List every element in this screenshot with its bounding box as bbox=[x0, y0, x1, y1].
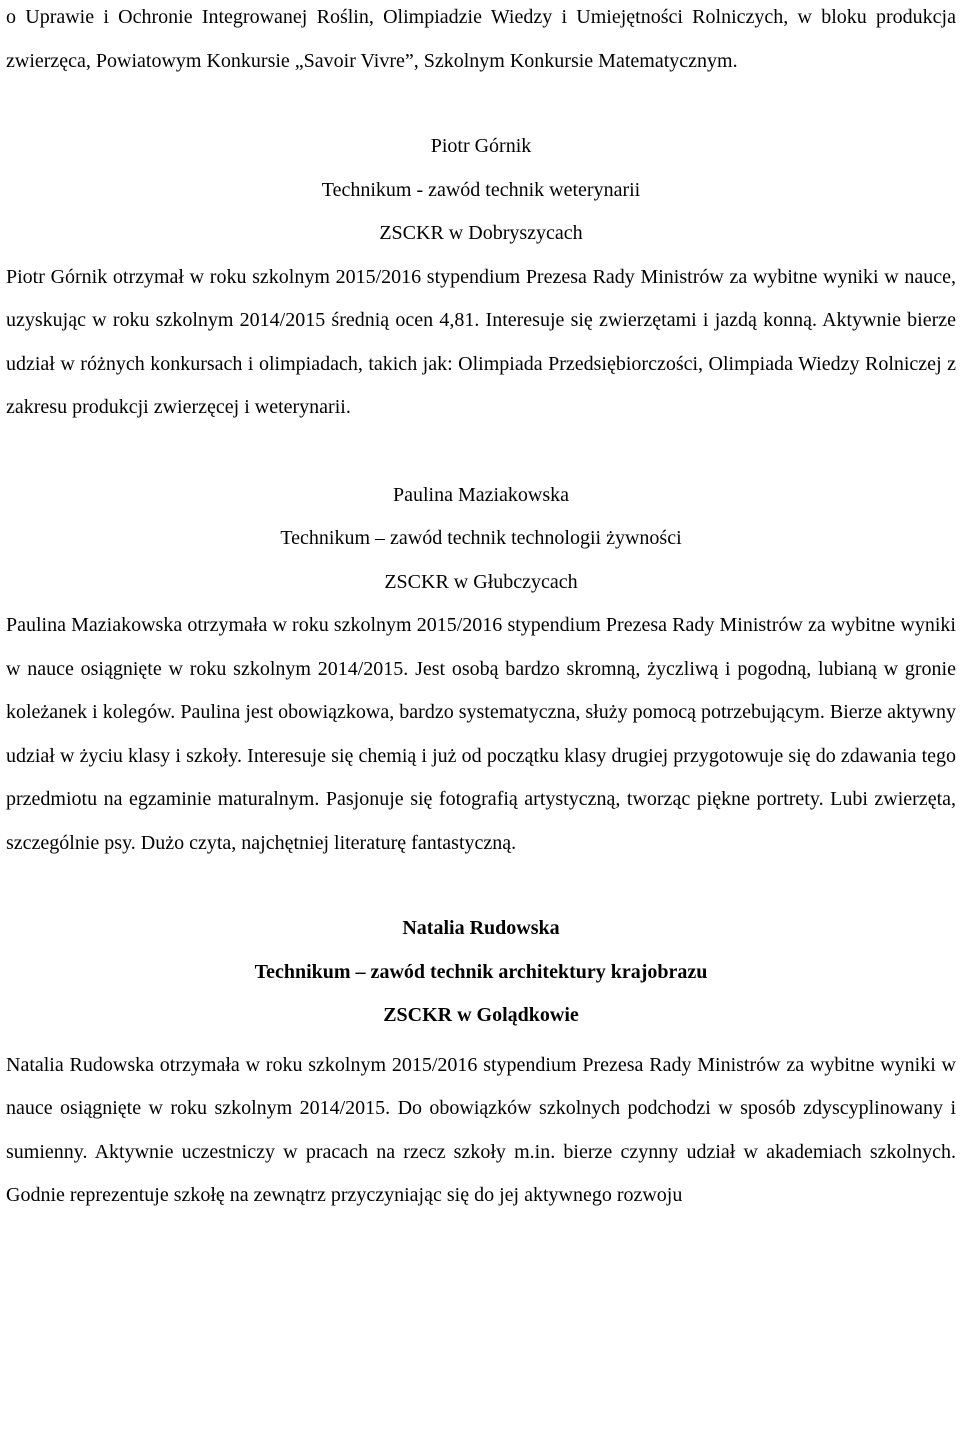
profile-body: Natalia Rudowska otrzymała w roku szkolnym 2015/2016 stypendium Prezesa Rady Ministrów za wybitne wyniki w nauce osiągnięte w roku szkolnym 2014/2015. Do obowiązków szkolnych podchodzi w sposób zdyscyplinowany i sumienny. Aktywnie uczestniczy w pracach na rzecz szkoły m.in. bierze czynny udział w akademiach szkolnych. Godnie reprezentuje szkołę na zewnątrz przyczyniając się do jej aktywnego rozwoju bbox=[6, 1053, 956, 1206]
profile-program: Technikum – zawód technik architektury krajobrazu bbox=[254, 960, 708, 983]
profile-school: ZSCKR w Golądkowie bbox=[383, 1004, 579, 1026]
document-page bbox=[6, 0, 956, 1218]
profile-school: ZSCKR w Głubczycach bbox=[384, 570, 578, 593]
profile-name: Natalia Rudowska bbox=[402, 917, 560, 939]
profile-name: Piotr Górnik bbox=[430, 135, 532, 157]
profile-piotr-gornik bbox=[6, 125, 956, 430]
profile-body: Paulina Maziakowska otrzymała w roku szkolnym 2015/2016 stypendium Prezesa Rady Ministrów za wybitne wyniki w nauce osiągnięte w roku szkolnym 2014/2015. Jest osobą bardzo skromną, życzliwą i pogodną, lubianą w gronie koleżanek i kolegów. Paulina jest obowiązkowa, bardzo systematyczna, służy pomocą potrzebującym. Bierze aktywny udział w życiu klasy i szkoły. Interesuje się chemią i już od początku klasy drugiej przygotowuje się do zdawania tego przedmiotu na egzaminie maturalnym. Pasjonuje się fotografią artystyczną, tworząc piękne portrety. Lubi zwierzęta, szczególnie psy. Dużo czyta, najchętniej literaturę fantastyczną. bbox=[6, 614, 956, 854]
intro-paragraph: o Uprawie i Ochronie Integrowanej Roślin, Olimpiadzie Wiedzy i Umiejętności Rolniczych, w bloku produkcja zwierzęca, Powiatowym Konkursie „Savoir Vivre”, Szkolnym Konkursie Matematycznym. bbox=[6, 6, 956, 72]
profile-school: ZSCKR w Dobryszycach bbox=[379, 222, 583, 244]
profile-body: Piotr Górnik otrzymał w roku szkolnym 2015/2016 stypendium Prezesa Rady Ministrów za wybitne wyniki w nauce, uzyskując w roku szkolnym 2014/2015 średnią ocen 4,81. Interesuje się zwierzętami i jazdą konną. Aktywnie bierze udział w różnych konkursach i olimpiadach, takich jak: Olimpiada Przedsiębiorczości, Olimpiada Wiedzy Rolniczej z zakresu produkcji zwierzęcej i weterynarii. bbox=[6, 265, 956, 418]
profile-program: Technikum - zawód technik weterynarii bbox=[321, 178, 641, 201]
profile-paulina-maziakowska bbox=[6, 474, 956, 866]
profile-name: Paulina Maziakowska bbox=[392, 483, 570, 506]
profile-natalia-rudowska bbox=[6, 907, 956, 1218]
profile-program: Technikum – zawód technik technologii żywności bbox=[280, 527, 682, 549]
